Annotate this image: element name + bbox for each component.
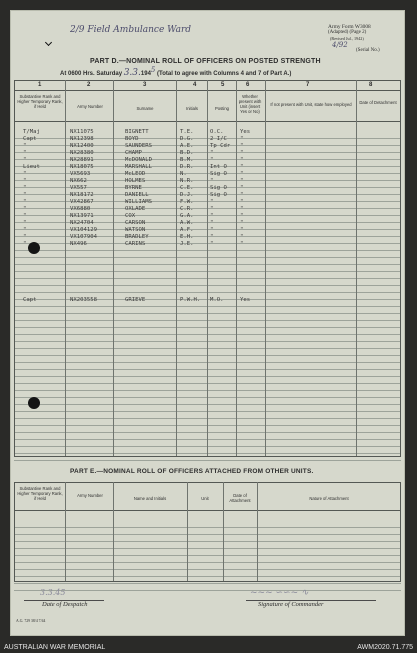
year-prefix: 194 — [140, 71, 151, 77]
cell-number: VX42867 — [70, 199, 94, 205]
cell-surname: COX — [125, 213, 136, 219]
col-num-4: 4 — [193, 82, 197, 88]
punch-hole-bottom — [28, 397, 40, 409]
col-num-5: 5 — [221, 82, 225, 88]
handwritten-signature: ~~~ ∽∽~ ∿ — [250, 588, 309, 598]
cell-rank: " — [23, 213, 27, 219]
cell-present: " — [240, 234, 244, 240]
cell-present: " — [240, 157, 244, 163]
cell-initials: J.E. — [180, 241, 194, 247]
col-num-6: 6 — [246, 82, 250, 88]
cell-posting: O.C. — [210, 129, 224, 135]
table-bottom-rule — [14, 456, 401, 457]
cell-number: NX12398 — [70, 136, 94, 142]
col-divider-3 — [176, 80, 177, 457]
form-sheet — [10, 10, 405, 636]
table-left-border — [14, 80, 15, 457]
cell-present: " — [240, 213, 244, 219]
part-e-header-unit: Unit — [201, 496, 209, 501]
cell-present: " — [240, 220, 244, 226]
col-divider-2 — [113, 80, 114, 457]
col-num-1: 1 — [38, 82, 42, 88]
cell-surname: BRADLEY — [125, 234, 149, 240]
part-e-left-border — [14, 482, 15, 582]
cell-surname: BYRNE — [125, 185, 142, 191]
cell-present: " — [240, 178, 244, 184]
part-e-divider-5 — [257, 482, 258, 582]
handwritten-date: 3.3. — [123, 68, 141, 78]
part-e-title: PART E.—NOMINAL ROLL OF OFFICERS ATTACHED FROM OTHER UNITS. — [70, 468, 314, 475]
part-e-right-border — [400, 482, 401, 582]
ruled-line — [14, 527, 401, 528]
cell-number: VX5693 — [70, 171, 91, 177]
cell-surname: CARSON — [125, 220, 146, 226]
col-divider-6 — [265, 80, 266, 457]
cell-posting: " — [210, 206, 214, 212]
cell-posting: Sig O — [210, 185, 227, 191]
table-right-border — [400, 80, 401, 457]
cell-present: " — [240, 171, 244, 177]
cell-rank: " — [23, 157, 27, 163]
cell-surname: HOLMES — [125, 178, 146, 184]
subtitle-suffix: (Total to agree with Columns 4 and 7 of Part A.) — [157, 71, 292, 77]
cell-number: NX18172 — [70, 192, 94, 198]
cell-number: VX107904 — [70, 234, 97, 240]
handwritten-serial: 4/92 — [332, 41, 348, 49]
cell-number: NX662 — [70, 178, 87, 184]
cell-number: NX18075 — [70, 164, 94, 170]
part-e-divider-2 — [113, 482, 114, 582]
cell-rank: " — [23, 178, 27, 184]
form-adapted: (Adapted) (Page 2) — [328, 30, 367, 35]
cell-surname: McDONALD — [125, 157, 152, 163]
cell-initials: A.F. — [180, 227, 194, 233]
header-employed: If not present with Unit, state how employed — [270, 102, 352, 107]
cell-rank: " — [23, 234, 27, 240]
cell-initials: T.E. — [180, 129, 194, 135]
col-divider-1 — [65, 80, 66, 457]
form-name: Army Form W3008 — [328, 24, 371, 30]
cell-posting: M.O. — [210, 297, 224, 303]
cell-number: NX11075 — [70, 129, 94, 135]
cell-present: " — [240, 206, 244, 212]
cell-initials: E.H. — [180, 234, 194, 240]
cell-initials: F.W. — [180, 199, 194, 205]
header-detachment: Date of Detachment — [359, 100, 397, 105]
cell-posting: " — [210, 220, 214, 226]
cell-posting: Int O — [210, 164, 227, 170]
cell-present: " — [240, 227, 244, 233]
punch-hole-top — [28, 242, 40, 254]
cell-initials: B.D. — [180, 150, 194, 156]
header-surname: Surname — [136, 106, 154, 111]
cell-rank: " — [23, 206, 27, 212]
cell-posting: Sig O — [210, 192, 227, 198]
handwritten-year: 5 — [150, 66, 156, 74]
cell-posting: " — [210, 241, 214, 247]
cell-present: " — [240, 164, 244, 170]
cell-initials: N.R. — [180, 178, 194, 184]
ruled-line — [14, 460, 401, 461]
cell-initials: D.G. — [180, 136, 194, 142]
cell-number: NX496 — [70, 241, 87, 247]
caption-right: AWM2020.71.775 — [357, 644, 413, 651]
cell-rank: Capt — [23, 297, 37, 303]
cell-rank: " — [23, 220, 27, 226]
cell-rank: " — [23, 199, 27, 205]
col-num-2: 2 — [87, 82, 91, 88]
cell-initials: N. — [180, 171, 187, 177]
part-e-header-name: Name and Initials — [133, 496, 167, 501]
part-e-bottom-rule — [14, 581, 401, 582]
part-e-header-rule — [14, 510, 401, 511]
cell-rank: T/Maj — [23, 129, 40, 135]
cell-number: NX24704 — [70, 220, 94, 226]
cell-number: VX557 — [70, 185, 87, 191]
cell-posting: Sig O — [210, 171, 227, 177]
part-d-subtitle — [60, 66, 292, 78]
cell-initials: G.A. — [180, 213, 194, 219]
header-posting: Posting — [215, 106, 229, 111]
header-present: Whether present with Unit (insert Yes or No) — [238, 94, 262, 114]
part-e-header-number: Army Number — [77, 493, 103, 498]
cell-surname: GRIEVE — [125, 297, 146, 303]
part-d-title: PART D.—NOMINAL ROLL OF OFFICERS ON POSTED STRENGTH — [90, 58, 321, 65]
cell-number: NX28891 — [70, 157, 94, 163]
cell-posting: " — [210, 227, 214, 233]
cell-rank: " — [23, 143, 27, 149]
cell-rank: Capt — [23, 136, 37, 142]
handwritten-unit-name: 2/9 Field Ambulance Ward — [70, 25, 192, 35]
cell-initials: A.E. — [180, 143, 194, 149]
cell-posting: " — [210, 213, 214, 219]
cell-posting: Tp Cdr — [210, 143, 231, 149]
ruled-line — [14, 583, 401, 584]
handwritten-despatch-date: 3.3.45 — [40, 588, 66, 597]
ruled-line — [14, 590, 401, 591]
cell-rank: " — [23, 171, 27, 177]
cell-number: VX6880 — [70, 206, 91, 212]
cell-number: NX203558 — [70, 297, 97, 303]
cell-number: NX13971 — [70, 213, 94, 219]
cell-number: NX28380 — [70, 150, 94, 156]
col-num-7: 7 — [306, 82, 310, 88]
ruled-line — [14, 548, 401, 549]
tick-mark — [45, 39, 52, 46]
col-divider-4 — [207, 80, 208, 457]
cell-initials: C.E. — [180, 185, 194, 191]
cell-surname: WILLIAMS — [125, 199, 152, 205]
date-of-despatch-label: Date of Despatch — [42, 601, 88, 608]
cell-initials: C.R. — [180, 206, 194, 212]
cell-present: " — [240, 150, 244, 156]
cell-surname: SAUNDERS — [125, 143, 152, 149]
col-divider-5 — [236, 80, 237, 457]
caption-bar — [0, 642, 417, 653]
header-army-number: Army Number — [77, 104, 103, 109]
header-rank: Substantive Rank and Higher Temporary Rank, if Held — [17, 94, 63, 109]
header-initials: Initials — [186, 106, 198, 111]
part-e-divider-3 — [187, 482, 188, 582]
cell-surname: MARSHALL — [125, 164, 152, 170]
cell-number: NX12400 — [70, 143, 94, 149]
cell-present: " — [240, 136, 244, 142]
cell-initials: D.J. — [180, 192, 194, 198]
serial-label: (Serial No.) — [356, 48, 380, 53]
ruled-line — [14, 534, 401, 535]
col-num-3: 3 — [143, 82, 147, 88]
cell-surname: WATSON — [125, 227, 146, 233]
ruled-line — [14, 569, 401, 570]
cell-present: " — [240, 185, 244, 191]
cell-present: " — [240, 241, 244, 247]
cell-rank: " — [23, 150, 27, 156]
cell-initials: D.R. — [180, 164, 194, 170]
cell-surname: BOYD — [125, 136, 139, 142]
cell-rank: " — [23, 192, 27, 198]
cell-rank: Lieut — [23, 164, 40, 170]
ruled-line — [14, 555, 401, 556]
cell-present: Yes — [240, 129, 251, 135]
cell-posting: " — [210, 157, 214, 163]
part-e-header-rank: Substantive Rank and Higher Temporary Rank, if Held — [17, 486, 63, 501]
part-e-divider-1 — [65, 482, 66, 582]
subtitle-prefix: At 0600 Hrs. Saturday — [60, 71, 123, 77]
col-num-8: 8 — [369, 82, 373, 88]
part-e-top-rule — [14, 482, 401, 483]
cell-surname: OXLADE — [125, 206, 146, 212]
cell-rank: " — [23, 227, 27, 233]
form-revised: (Revised Jul., 1942) — [330, 36, 364, 41]
cell-posting: " — [210, 178, 214, 184]
cell-posting: 2 I/C — [210, 136, 227, 142]
cell-surname: CARINS — [125, 241, 146, 247]
print-code: A.G. 729 38/4 7/44 — [16, 619, 46, 623]
cell-number: VX104129 — [70, 227, 97, 233]
cell-surname: DANIELL — [125, 192, 149, 198]
cell-present: " — [240, 143, 244, 149]
cell-present: Yes — [240, 297, 251, 303]
cell-rank: " — [23, 185, 27, 191]
cell-posting: " — [210, 199, 214, 205]
ruled-line — [14, 562, 401, 563]
cell-surname: CHAMP — [125, 150, 142, 156]
part-e-header-date: Date of Attachment — [229, 493, 251, 503]
part-e-divider-4 — [223, 482, 224, 582]
part-e-header-nature: Nature of Attachment — [309, 496, 349, 501]
cell-rank: " — [23, 241, 27, 247]
signature-label: Signature of Commander — [258, 601, 324, 608]
cell-present: " — [240, 192, 244, 198]
cell-surname: McLEOD — [125, 171, 146, 177]
cell-present: " — [240, 199, 244, 205]
cell-posting: " — [210, 234, 214, 240]
caption-left: AUSTRALIAN WAR MEMORIAL — [4, 644, 106, 651]
ruled-line — [14, 576, 401, 577]
cell-surname: BIGNETT — [125, 129, 149, 135]
cell-initials: A.W. — [180, 220, 194, 226]
ruled-line — [14, 541, 401, 542]
cell-initials: P.W.H. — [180, 297, 201, 303]
cell-initials: B.M. — [180, 157, 194, 163]
col-divider-7 — [356, 80, 357, 457]
cell-posting: " — [210, 150, 214, 156]
